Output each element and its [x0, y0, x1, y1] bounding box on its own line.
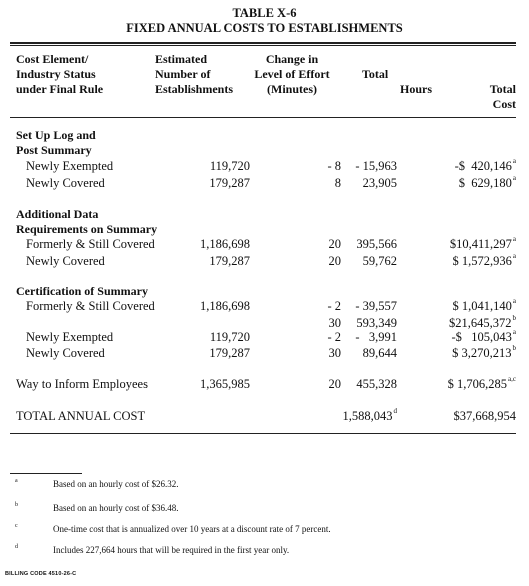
header-hours: Hours: [400, 82, 433, 96]
section-title-setup: Set Up Log and Post Summary: [16, 128, 96, 157]
header-rule: [10, 117, 516, 118]
table-row: Newly Covered 179,287 8 23,905 $ 629,180$^a$: [26, 174, 516, 190]
table-row: Formerly & Still Covered 1,186,698 - 2 - 39,557 $ 1,041,140$^a$: [26, 297, 516, 313]
section-title-additional: Additional Data Requirements on Summary: [16, 207, 158, 236]
table-row: 30 593,349 $21,645,372$^b$: [328, 314, 516, 330]
header-establishments: Estimated Number of Establishments: [155, 52, 234, 96]
table-row-inform: Way to Inform Employees 1,365,985 20 455,328 $ 1,706,285$^{a,c}$: [16, 375, 516, 391]
table-row-total: TOTAL ANNUAL COST 1,588,043$^d$ $37,668,954: [16, 407, 516, 423]
footnote-rule: [10, 473, 82, 474]
table-row: Formerly & Still Covered 1,186,698 20 395,566 $10,411,297$^a$: [26, 235, 516, 251]
bottom-rule: [10, 433, 516, 434]
billing-code: BILLING CODE 4510-26-C: [5, 571, 77, 577]
header-total-cost: Total Cost: [489, 82, 516, 111]
table-title: FIXED ANNUAL COSTS TO ESTABLISHMENTS: [126, 21, 403, 35]
top-rule-thin: [10, 45, 516, 46]
header-cost-element: Cost Element/ Industry Status under Final Rule: [16, 52, 104, 96]
top-rule: [10, 42, 516, 44]
section-title-certification: Certification of Summary: [16, 284, 148, 298]
header-total: Total: [362, 67, 389, 81]
table-number: TABLE X-6: [232, 6, 297, 20]
table-row: Newly Exempted 119,720 - 2 - 3,991 -$ 105,043$^a$: [26, 328, 516, 344]
table-row: Newly Covered 179,287 30 89,644 $ 3,270,213$^b$: [26, 344, 516, 360]
table-row: Newly Exempted 119,720 - 8 - 15,963 -$ 420,146$^a$: [26, 157, 516, 173]
table-row: Newly Covered 179,287 20 59,762 $ 1,572,936$^a$: [26, 252, 516, 268]
header-change: Change in Level of Effort (Minutes): [254, 52, 330, 96]
